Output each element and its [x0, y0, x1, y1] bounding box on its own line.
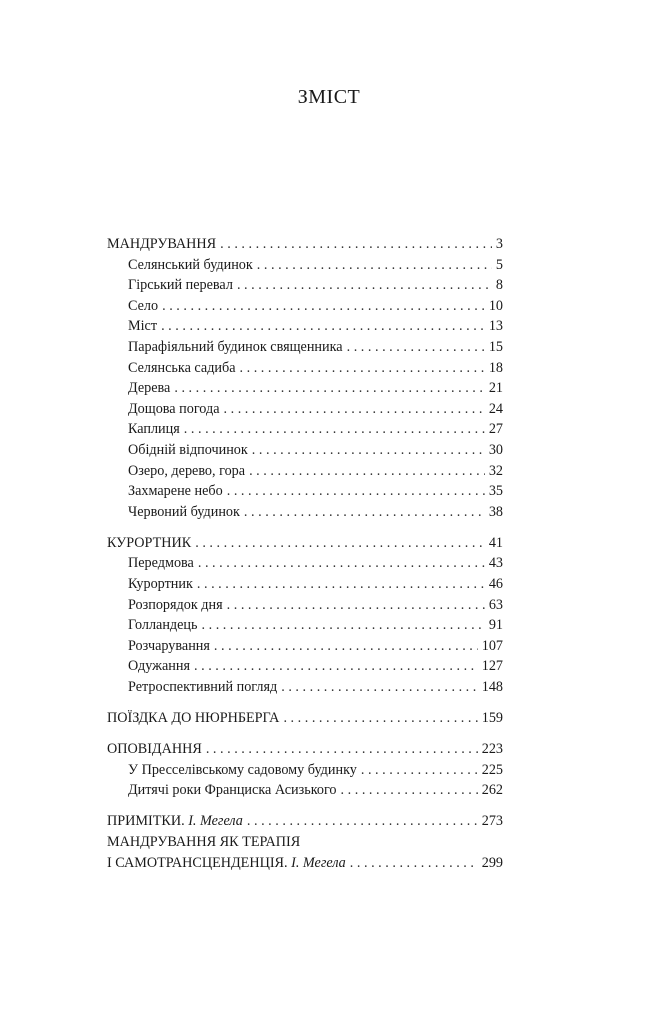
- toc-page-number: 5: [495, 256, 503, 273]
- toc-part-label: ОПОВІДАННЯ: [107, 741, 202, 758]
- toc-page-number: 8: [495, 277, 503, 294]
- dot-leader: [194, 656, 478, 677]
- toc-entry-label: Передмова: [128, 555, 194, 572]
- dot-leader: [174, 378, 484, 399]
- dot-leader: [281, 677, 477, 698]
- toc-page-number: 159: [481, 710, 503, 727]
- toc-entry-label: Дощова погода: [128, 400, 220, 417]
- toc-author: І. Мегела: [291, 854, 346, 871]
- toc-page-number: 30: [488, 441, 503, 458]
- toc-page-number: 46: [488, 576, 503, 592]
- toc-page-number: 35: [488, 483, 503, 500]
- toc-entry: [107, 337, 503, 358]
- dot-leader: [283, 708, 477, 729]
- dot-leader: [341, 780, 478, 801]
- toc-page-number: 38: [488, 503, 503, 520]
- toc-entry: [107, 399, 503, 420]
- toc-entry-label: Обідній відпочинок: [128, 441, 248, 458]
- page-title: ЗМІСТ: [297, 86, 361, 108]
- toc-entry: [107, 255, 503, 276]
- toc-page-number: 21: [488, 380, 503, 397]
- toc-page-number: 225: [481, 761, 503, 778]
- toc-entry: [107, 440, 503, 461]
- toc-entry: [107, 461, 503, 482]
- toc-part-label-line2: І САМОТРАНСЦЕНДЕНЦІЯ.: [107, 854, 288, 871]
- toc-entry-label: Червоний будинок: [128, 503, 240, 520]
- toc-page-number: 32: [488, 462, 503, 479]
- toc-entry-label: Дерева: [128, 380, 171, 397]
- dot-leader: [224, 399, 485, 420]
- dot-leader: [244, 502, 485, 523]
- toc-page-number: 43: [488, 555, 503, 572]
- dot-leader: [227, 595, 485, 616]
- toc-page-number: 18: [488, 359, 503, 376]
- toc-entry: [107, 595, 503, 616]
- toc-entry: [107, 780, 503, 801]
- toc-part: [107, 533, 503, 554]
- toc-page-number: 299: [481, 854, 503, 871]
- dot-leader: [197, 574, 485, 595]
- toc-part-label-text: ПРИМІТКИ.: [107, 813, 185, 830]
- toc-entry: [107, 636, 503, 657]
- toc-entry-label: Селянська садиба: [128, 359, 236, 376]
- toc-part: [107, 853, 503, 874]
- toc-entry-label: Гірський перевал: [128, 277, 233, 294]
- toc-entry: [107, 553, 503, 574]
- toc-entry-label: Каплиця: [128, 421, 180, 438]
- toc-entry-label: Розпорядок дня: [128, 596, 223, 613]
- toc-entry-label: Парафіяльний будинок священника: [128, 338, 343, 355]
- toc-page-number: 91: [488, 617, 503, 634]
- toc-entry: [107, 502, 503, 523]
- dot-leader: [257, 255, 492, 276]
- toc-page-number: 63: [488, 596, 503, 613]
- table-of-contents: [107, 234, 503, 873]
- toc-part-label: [107, 811, 243, 832]
- toc-page-number: 13: [488, 318, 503, 335]
- dot-leader: [350, 853, 478, 874]
- toc-entry-label: Розчарування: [128, 637, 210, 654]
- toc-entry-label: У Пресселівському садовому будинку: [128, 761, 357, 778]
- toc-entry: [107, 378, 503, 399]
- dot-leader: [184, 419, 485, 440]
- toc-entry: [107, 481, 503, 502]
- toc-entry-label: Селянський будинок: [128, 256, 253, 273]
- toc-entry: [107, 574, 503, 595]
- toc-entry-label: Курортник: [128, 576, 193, 592]
- toc-page-number: 3: [495, 236, 503, 252]
- toc-entry: [107, 358, 503, 379]
- dot-leader: [162, 296, 485, 317]
- toc-entry: [107, 760, 503, 781]
- toc-page-number: 41: [488, 534, 503, 551]
- toc-entry-label: Село: [128, 297, 159, 314]
- toc-page-number: 27: [488, 421, 503, 438]
- toc-entry-label: Дитячі роки Франциска Асизького: [128, 782, 337, 799]
- toc-entry-label: Одужання: [128, 658, 190, 675]
- dot-leader: [206, 739, 478, 760]
- dot-leader: [237, 275, 492, 296]
- dot-leader: [361, 760, 478, 781]
- toc-part-label: [107, 853, 346, 874]
- toc-part: [107, 739, 503, 760]
- toc-entry-label: Захмарене небо: [128, 483, 223, 500]
- dot-leader: [195, 533, 485, 554]
- dot-leader: [227, 481, 485, 502]
- toc-entry: [107, 316, 503, 337]
- toc-entry: [107, 677, 503, 698]
- toc-part-two-line: [107, 832, 503, 873]
- dot-leader: [252, 440, 485, 461]
- toc-part-label: ПОЇЗДКА ДО НЮРНБЕРГА: [107, 710, 280, 727]
- toc-page-number: 273: [481, 813, 503, 830]
- toc-page-number: 262: [481, 782, 503, 799]
- toc-entry: [107, 419, 503, 440]
- toc-part: [107, 234, 503, 255]
- dot-leader: [247, 811, 478, 832]
- toc-entry-label: Голландець: [128, 617, 198, 634]
- dot-leader: [347, 337, 485, 358]
- toc-page-number: 107: [481, 637, 503, 654]
- toc-entry-label: Озеро, дерево, гора: [128, 462, 246, 479]
- toc-entry: [107, 656, 503, 677]
- toc-part: [107, 708, 503, 729]
- toc-part: [107, 811, 503, 832]
- toc-page-number: 148: [481, 678, 503, 695]
- toc-part-label: КУРОРТНИК: [107, 534, 192, 551]
- dot-leader: [249, 461, 485, 482]
- toc-part-label-line1: МАНДРУВАННЯ ЯК ТЕРАПІЯ: [107, 834, 301, 851]
- toc-page-number: 127: [481, 658, 503, 675]
- toc-page-number: 10: [488, 297, 503, 314]
- toc-page-number: 223: [481, 741, 503, 758]
- dot-leader: [198, 553, 485, 574]
- dot-leader: [214, 636, 478, 657]
- dot-leader: [240, 358, 485, 379]
- toc-author: І. Мегела: [188, 813, 243, 830]
- dot-leader: [202, 615, 485, 636]
- toc-entry: [107, 615, 503, 636]
- dot-leader: [220, 234, 492, 255]
- toc-page-number: 15: [488, 338, 503, 355]
- toc-entry-label: Ретроспективний погляд: [128, 678, 278, 695]
- toc-entry: [107, 275, 503, 296]
- dot-leader: [161, 316, 485, 337]
- toc-entry: [107, 296, 503, 317]
- toc-page-number: 24: [488, 400, 503, 417]
- toc-entry-label: Міст: [128, 318, 158, 335]
- toc-part-label: МАНДРУВАННЯ: [107, 236, 217, 252]
